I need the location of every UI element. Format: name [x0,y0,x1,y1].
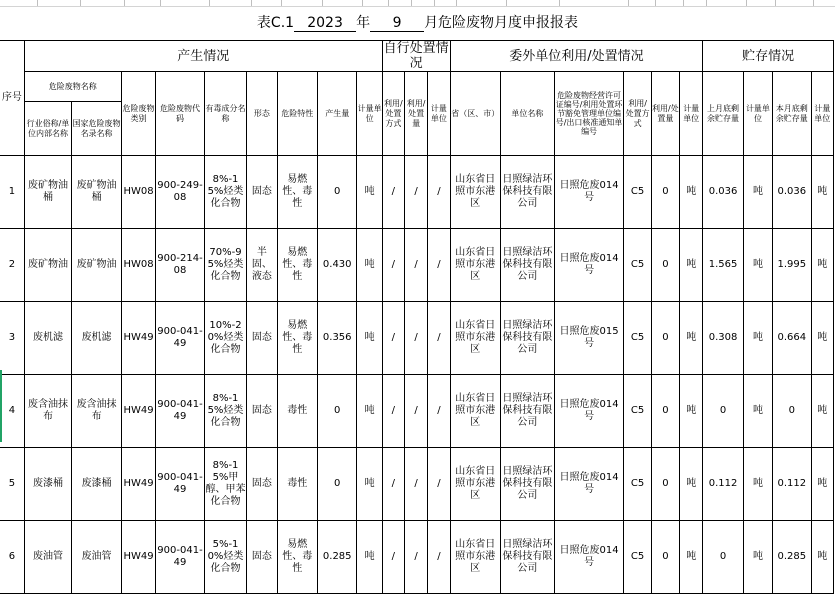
cell-category[interactable]: HW49 [121,302,155,375]
cell-unit[interactable]: 吨 [357,229,382,302]
table-row [0,375,834,448]
cell-license[interactable]: 日照危废015号 [554,302,624,375]
cell-form[interactable]: 固态 [247,302,277,375]
cell-this-stock[interactable]: 0.285 [773,521,811,594]
cell-license[interactable]: 日照危废014号 [554,521,624,594]
cell-out-amount[interactable]: 0 [651,229,679,302]
cell-form[interactable]: 半固、液态 [247,229,277,302]
cell-stock-unit[interactable]: 吨 [743,521,772,594]
cell-unit[interactable]: 吨 [357,521,382,594]
cell-self-method[interactable]: / [382,156,404,229]
header-hazard-property: 危险特性 [277,72,317,156]
header-national-name: 国家危险废物名录名称 [72,102,122,156]
cell-property[interactable]: 易燃性、毒性 [277,229,317,302]
header-this-stock: 本月底剩余贮存量 [773,72,811,156]
cell-end-unit[interactable]: 吨 [811,375,833,448]
cell-unit[interactable]: 吨 [357,156,382,229]
table-row [0,302,834,375]
cell-out-unit[interactable]: 吨 [680,448,703,521]
cell-seq[interactable]: 6 [0,521,24,594]
cell-this-stock[interactable]: 0.112 [773,448,811,521]
cell-this-stock[interactable]: 0 [773,375,811,448]
report-title [0,10,835,36]
header-hazard-component: 有毒成分名称 [204,72,246,156]
cell-unit[interactable]: 吨 [357,448,382,521]
cell-property[interactable]: 易燃性、毒性 [277,156,317,229]
cell-self-amount[interactable]: / [404,229,427,302]
header-license: 危险废物经营许可证编号/利用处置环节豁免管理单位编号/出口核准通知单编号 [554,72,624,156]
header-last-stock: 上月底剩余贮存量 [703,72,743,156]
cell-code[interactable]: 900-214-08 [156,229,205,302]
cell-end-unit[interactable]: 吨 [811,302,833,375]
header-self-unit: 计量单位 [428,72,450,156]
cell-industry-name[interactable]: 废矿物油桶 [24,156,72,229]
cell-stock-unit[interactable]: 吨 [743,375,772,448]
header-end-unit: 计量单位 [811,72,833,156]
cell-company[interactable]: 日照绿洁环保科技有限公司 [501,448,555,521]
cell-out-method[interactable]: C5 [624,448,651,521]
cell-self-amount[interactable]: / [404,302,427,375]
cell-end-unit[interactable]: 吨 [811,521,833,594]
cell-self-amount[interactable]: / [404,448,427,521]
header-amount: 产生量 [318,72,357,156]
cell-form[interactable]: 固态 [247,448,277,521]
cell-self-amount[interactable]: / [404,156,427,229]
cell-category[interactable]: HW08 [121,156,155,229]
cell-province[interactable]: 山东省日照市东港区 [450,521,501,594]
cell-end-unit[interactable]: 吨 [811,448,833,521]
cell-category[interactable]: HW49 [121,521,155,594]
cell-industry-name[interactable]: 废机滤 [24,302,72,375]
header-company: 单位名称 [501,72,555,156]
cell-self-unit[interactable]: / [428,521,450,594]
cell-company[interactable]: 日照绿洁环保科技有限公司 [501,302,555,375]
cell-company[interactable]: 日照绿洁环保科技有限公司 [501,229,555,302]
header-stock-unit: 计量单位 [743,72,772,156]
cell-out-method[interactable]: C5 [624,229,651,302]
cell-stock-unit[interactable]: 吨 [743,448,772,521]
cell-property[interactable]: 易燃性、毒性 [277,302,317,375]
cell-code[interactable]: 900-041-49 [156,302,205,375]
header-province: 省（区、市） [450,72,501,156]
header-category: 危险废物类别 [121,72,155,156]
cell-property[interactable]: 易燃性、毒性 [277,521,317,594]
cell-license[interactable]: 日照危废014号 [554,448,624,521]
table-row [0,156,834,229]
cell-license[interactable]: 日照危废014号 [554,375,624,448]
cell-company[interactable]: 日照绿洁环保科技有限公司 [501,375,555,448]
cell-out-unit[interactable]: 吨 [680,156,703,229]
cell-out-amount[interactable]: 0 [651,302,679,375]
header-out-amount: 利用/处置量 [651,72,679,156]
cell-national-name[interactable]: 废机滤 [72,302,122,375]
cell-last-stock[interactable]: 0.036 [703,156,743,229]
cell-code[interactable]: 900-041-49 [156,448,205,521]
header-waste-name: 危险废物名称 [24,72,121,102]
cell-industry-name[interactable]: 废矿物油 [24,229,72,302]
cell-self-unit[interactable]: / [428,448,450,521]
title-suffix: 月危险废物月度申报报表 [424,15,579,31]
cell-amount[interactable]: 0.356 [318,302,357,375]
header-seq: 序号 [0,41,24,156]
header-code: 危险废物代码 [156,72,205,156]
cell-category[interactable]: HW49 [121,448,155,521]
cell-self-method[interactable]: / [382,521,404,594]
cell-property[interactable]: 毒性 [277,375,317,448]
cell-out-amount[interactable]: 0 [651,521,679,594]
cell-seq[interactable]: 1 [0,156,24,229]
cell-national-name[interactable]: 废油管 [72,521,122,594]
cell-self-method[interactable]: / [382,229,404,302]
cell-category[interactable]: HW49 [121,375,155,448]
cell-out-method[interactable]: C5 [624,302,651,375]
cell-last-stock[interactable]: 0.308 [703,302,743,375]
cell-amount[interactable]: 0 [318,156,357,229]
cell-component[interactable]: 8%-15%烃类化合物 [204,375,246,448]
cell-code[interactable]: 900-041-49 [156,521,205,594]
cell-form[interactable]: 固态 [247,156,277,229]
cell-company[interactable]: 日照绿洁环保科技有限公司 [501,521,555,594]
cell-national-name[interactable]: 废漆桶 [72,448,122,521]
header-unit: 计量单位 [357,72,382,156]
cell-out-amount[interactable]: 0 [651,375,679,448]
cell-out-method[interactable]: C5 [624,521,651,594]
cell-seq[interactable]: 2 [0,229,24,302]
header-self-method: 利用/处置方式 [382,72,404,156]
cell-self-unit[interactable]: / [428,375,450,448]
cell-industry-name[interactable]: 废含油抹布 [24,375,72,448]
cell-code[interactable]: 900-041-49 [156,375,205,448]
cell-component[interactable]: 5%-10%烃类化合物 [204,521,246,594]
title-prefix: 表C.1 [256,15,295,31]
cell-seq[interactable]: 4 [0,375,24,448]
cell-stock-unit[interactable]: 吨 [743,229,772,302]
header-form: 形态 [247,72,277,156]
cell-national-name[interactable]: 废矿物油桶 [72,156,122,229]
header-out-unit: 计量单位 [680,72,703,156]
cell-last-stock[interactable]: 1.565 [703,229,743,302]
cell-industry-name[interactable]: 废漆桶 [24,448,72,521]
cell-end-unit[interactable]: 吨 [811,156,833,229]
header-outsource: 委外单位利用/处置情况 [450,41,703,72]
cell-component[interactable]: 10%-20%烃类化合物 [204,302,246,375]
cell-amount[interactable]: 0 [318,448,357,521]
cell-form[interactable]: 固态 [247,375,277,448]
cell-unit[interactable]: 吨 [357,375,382,448]
cell-self-amount[interactable]: / [404,375,427,448]
cell-industry-name[interactable]: 废油管 [24,521,72,594]
hazardous-waste-report-table [0,40,834,594]
cell-company[interactable]: 日照绿洁环保科技有限公司 [501,156,555,229]
header-self-disposal: 自行处置情况 [383,41,449,71]
cell-last-stock[interactable]: 0 [703,521,743,594]
cell-this-stock[interactable]: 1.995 [773,229,811,302]
cell-amount[interactable]: 0 [318,375,357,448]
table-row [0,448,834,521]
cell-province[interactable]: 山东省日照市东港区 [450,302,501,375]
cell-stock-unit[interactable]: 吨 [743,302,772,375]
cell-end-unit[interactable]: 吨 [811,229,833,302]
cell-national-name[interactable]: 废含油抹布 [72,375,122,448]
cell-out-method[interactable]: C5 [624,375,651,448]
cell-province[interactable]: 山东省日照市东港区 [450,229,501,302]
cell-code[interactable]: 900-249-08 [156,156,205,229]
cell-out-unit[interactable]: 吨 [680,302,703,375]
cell-last-stock[interactable]: 0 [703,375,743,448]
cell-license[interactable]: 日照危废014号 [554,229,624,302]
cell-last-stock[interactable]: 0.112 [703,448,743,521]
header-storage: 贮存情况 [703,41,834,72]
header-self-amount: 利用/处置量 [404,72,427,156]
cell-amount[interactable]: 0.285 [318,521,357,594]
cell-out-unit[interactable]: 吨 [680,229,703,302]
cell-province[interactable]: 山东省日照市东港区 [450,448,501,521]
cell-stock-unit[interactable]: 吨 [743,156,772,229]
header-produce: 产生情况 [24,41,382,72]
title-month[interactable]: 9 [370,15,424,32]
cell-out-method[interactable]: C5 [624,156,651,229]
cell-out-amount[interactable]: 0 [651,156,679,229]
cell-amount[interactable]: 0.430 [318,229,357,302]
cell-province[interactable]: 山东省日照市东港区 [450,375,501,448]
cell-seq[interactable]: 5 [0,448,24,521]
cell-province[interactable]: 山东省日照市东港区 [450,156,501,229]
spreadsheet-gridlines [0,0,835,7]
cell-out-unit[interactable]: 吨 [680,521,703,594]
cell-unit[interactable]: 吨 [357,302,382,375]
cell-national-name[interactable]: 废矿物油 [72,229,122,302]
title-year[interactable]: 2023 [294,15,356,32]
header-out-method: 利用/处置方式 [624,72,651,156]
cell-this-stock[interactable]: 0.036 [773,156,811,229]
table-row [0,229,834,302]
cell-self-unit[interactable]: / [428,229,450,302]
row-selection-indicator [0,370,2,442]
cell-self-amount[interactable]: / [404,521,427,594]
table-row [0,521,834,594]
cell-this-stock[interactable]: 0.664 [773,302,811,375]
cell-out-unit[interactable]: 吨 [680,375,703,448]
cell-self-unit[interactable]: / [428,156,450,229]
cell-out-amount[interactable]: 0 [651,448,679,521]
cell-category[interactable]: HW08 [121,229,155,302]
cell-self-unit[interactable]: / [428,302,450,375]
cell-form[interactable]: 固态 [247,521,277,594]
cell-license[interactable]: 日照危废014号 [554,156,624,229]
cell-self-method[interactable]: / [382,448,404,521]
cell-property[interactable]: 毒性 [277,448,317,521]
cell-component[interactable]: 8%-15%甲醇、甲苯化合物 [204,448,246,521]
title-year-suffix: 年 [356,15,371,31]
cell-component[interactable]: 70%-95%烃类化合物 [204,229,246,302]
cell-seq[interactable]: 3 [0,302,24,375]
header-industry-name: 行业俗称/单位内部名称 [24,102,72,156]
cell-component[interactable]: 8%-15%烃类化合物 [204,156,246,229]
cell-self-method[interactable]: / [382,375,404,448]
cell-self-method[interactable]: / [382,302,404,375]
